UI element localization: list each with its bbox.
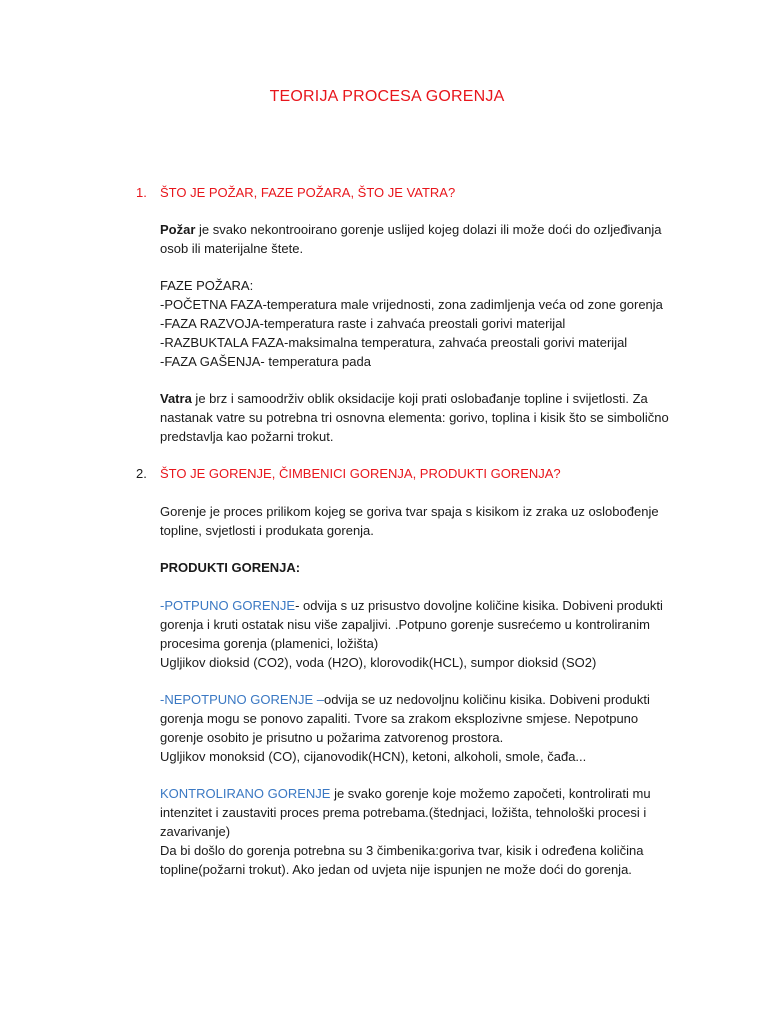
gorenje-intro-paragraph (160, 502, 700, 540)
faza-item: -RAZBUKTALA FAZA-maksimalna temperatura, zahvaća preostali gorivi materijal (160, 335, 628, 350)
potpuno-line: gorenja i kruti ostatak nisu više zapaljivi. .Potpuno gorenje susrećemo u kontroliranim (160, 617, 650, 632)
vatra-paragraph (160, 389, 700, 446)
kontrolirano-line: zavarivanje) (160, 824, 231, 839)
potpuno-gorenje-paragraph (160, 596, 700, 672)
faza-item: -FAZA RAZVOJA-temperatura raste i zahvaća preostali gorivi materijal (160, 316, 566, 331)
faze-pozara-list (160, 276, 700, 371)
page-title: TEORIJA PROCESA GORENJA (269, 88, 505, 105)
kontrolirano-line-1 (160, 784, 700, 803)
kontrolirano-line-1-text: je svako gorenje koje možemo započeti, kontrolirati mu (330, 786, 651, 801)
pozar-line-1-text: je svako nekontrooirano gorenje uslijed kojeg dolazi ili može doći do ozljeđivanja (195, 222, 662, 237)
potpuno-line: procesima gorenja (plamenici, ložišta) (160, 636, 379, 651)
nepotpuno-line-1 (160, 690, 700, 709)
potpuno-line-1 (160, 596, 700, 615)
produkti-gorenja-label: PRODUKTI GORENJA: (160, 560, 301, 575)
section-2-number: 2. (136, 466, 147, 481)
nepotpuno-line: Ugljikov monoksid (CO), cijanovodik(HCN), ketoni, alkoholi, smole, čađa... (160, 749, 587, 764)
vatra-line-2: nastanak vatre su potrebna tri osnovna elementa: gorivo, toplina i kisik što se simbolično (160, 410, 669, 425)
gorenje-intro-line: topline, svjetlosti i produkata gorenja. (160, 523, 374, 538)
section-1-number: 1. (136, 185, 147, 200)
potpuno-line-1-text: - odvija s uz prisustvo dovoljne količine kisika. Dobiveni produkti (295, 598, 663, 613)
kontrolirano-term: KONTROLIRANO GORENJE (160, 786, 331, 801)
nepotpuno-term: -NEPOTPUNO GORENJE – (160, 692, 324, 707)
gorenje-intro-line: Gorenje je proces prilikom kojeg se goriva tvar spaja s kisikom iz zraka uz oslobođenje (160, 504, 659, 519)
faze-pozara-label: FAZE POŽARA: (160, 278, 254, 293)
vatra-term: Vatra (160, 391, 192, 406)
nepotpuno-gorenje-paragraph (160, 690, 700, 766)
nepotpuno-line: gorenje osobito je prisutno u požarima zatvorenog prostora. (160, 730, 504, 745)
pozar-line-2: osob ili materijalne štete. (160, 241, 304, 256)
section-1-heading-text: ŠTO JE POŽAR, FAZE POŽARA, ŠTO JE VATRA? (160, 185, 456, 200)
section-2-heading-text: ŠTO JE GORENJE, ČIMBENICI GORENJA, PRODUKTI GORENJA? (160, 466, 561, 481)
kontrolirano-line: topline(požarni trokut). Ako jedan od uvjeta nije ispunjen ne može doći do gorenja. (160, 862, 632, 877)
pozar-paragraph (160, 220, 700, 258)
nepotpuno-line-1-text: odvija se uz nedovoljnu količinu kisika. Dobiveni produkti (323, 692, 650, 707)
kontrolirano-gorenje-paragraph (160, 784, 700, 879)
faza-item: -POČETNA FAZA-temperatura male vrijednosti, zona zadimljenja veća od zone gorenja (160, 297, 663, 312)
vatra-line-3: predstavlja kao požarni trokut. (160, 429, 334, 444)
kontrolirano-line: Da bi došlo do gorenja potrebna su 3 čimbenika:goriva tvar, kisik i određena količina (160, 843, 644, 858)
pozar-term: Požar (160, 222, 196, 237)
faza-item: -FAZA GAŠENJA- temperatura pada (160, 354, 371, 369)
section-1-heading (136, 183, 455, 202)
potpuno-line: Ugljikov dioksid (CO2), voda (H2O), klorovodik(HCL), sumpor dioksid (SO2) (160, 655, 597, 670)
nepotpuno-line: gorenja mogu se ponovo zapaliti. Tvore sa zrakom eksplozivne smjese. Nepotpuno (160, 711, 639, 726)
section-2-heading (136, 464, 561, 483)
vatra-line-1 (160, 389, 700, 408)
potpuno-term: -POTPUNO GORENJE (160, 598, 296, 613)
pozar-line-1 (160, 220, 700, 239)
kontrolirano-line: intenzitet i zaustaviti proces prema potrebama.(štednjaci, ložišta, tehnološki procesi i (160, 805, 647, 820)
vatra-line-1-text: je brz i samoodrživ oblik oksidacije koji prati oslobađanje topline i svijetlosti. Za (191, 391, 648, 406)
